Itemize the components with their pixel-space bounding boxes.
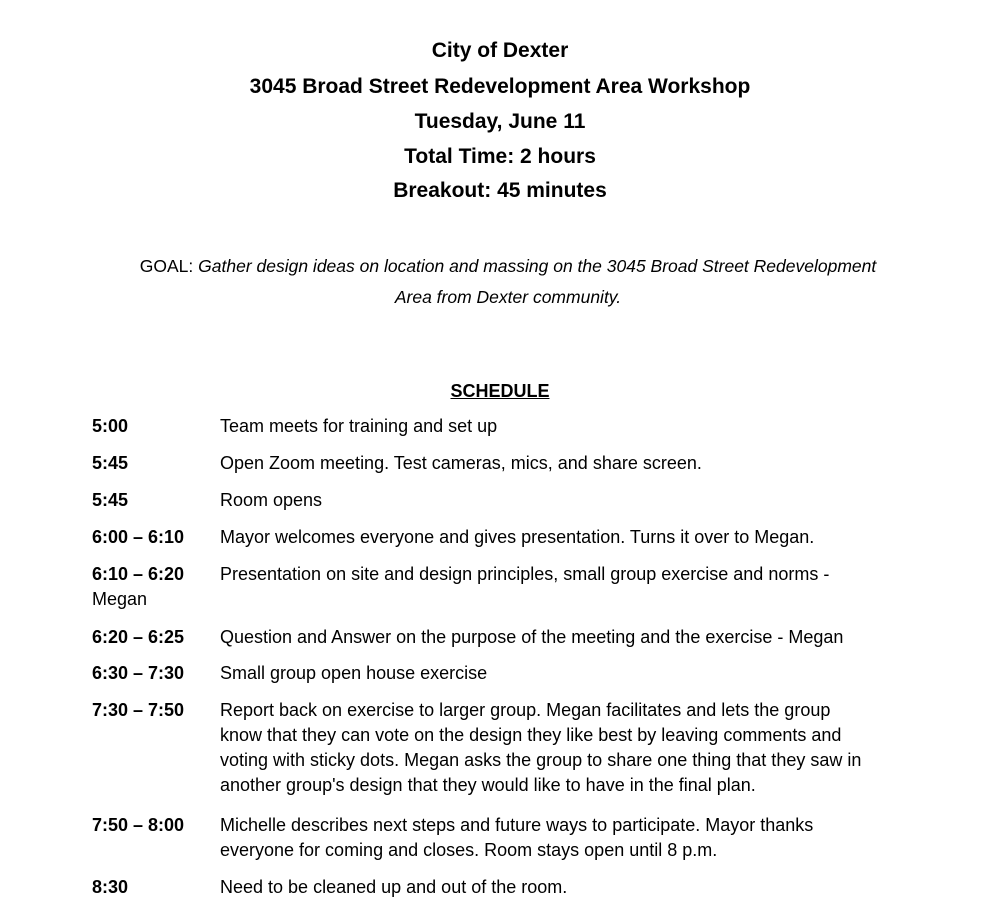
total-time-line: Total Time: 2 hours	[404, 145, 596, 168]
schedule-description	[220, 813, 940, 863]
schedule-desc-line: Presentation on site and design principles, small group exercise and norms -	[220, 564, 830, 584]
schedule-description	[220, 488, 940, 513]
schedule-desc-line: Mayor welcomes everyone and gives presentation. Turns it over to Megan.	[220, 527, 815, 547]
schedule-description	[220, 451, 940, 476]
schedule-time: 5:00	[92, 416, 129, 436]
schedule-desc-line: know that they can vote on the design they like best by leaving comments and	[220, 725, 842, 745]
schedule-heading: SCHEDULE	[450, 381, 550, 401]
schedule-time: 7:50 – 8:00	[92, 815, 185, 835]
schedule-desc-line: everyone for coming and closes. Room stays open until 8 p.m.	[220, 840, 718, 860]
schedule-description	[220, 661, 940, 686]
schedule-description	[220, 562, 940, 587]
workshop-title: 3045 Broad Street Redevelopment Area Workshop	[249, 75, 751, 98]
schedule-time: 7:30 – 7:50	[92, 700, 185, 720]
schedule-description	[220, 414, 940, 439]
schedule-time: 6:30 – 7:30	[92, 663, 185, 683]
date-line: Tuesday, June 11	[414, 110, 586, 133]
schedule-desc-line: Need to be cleaned up and out of the room.	[220, 877, 568, 897]
goal-statement	[85, 251, 931, 313]
schedule-desc-line: another group's design that they would like to have in the final plan.	[220, 775, 756, 795]
schedule-time: 6:00 – 6:10	[92, 527, 185, 547]
goal-text-line2: Area from Dexter community.	[394, 287, 622, 307]
schedule-desc-line: Room opens	[220, 490, 323, 510]
goal-text-line1: Gather design ideas on location and massing on the 3045 Broad Street Redevelopment	[198, 256, 877, 276]
schedule-desc-line: Open Zoom meeting. Test cameras, mics, and share screen.	[220, 453, 702, 473]
schedule-continuation: Megan	[92, 589, 148, 609]
schedule-description	[220, 698, 940, 798]
schedule-desc-line: Question and Answer on the purpose of the meeting and the exercise - Megan	[220, 627, 844, 647]
schedule-desc-line: Small group open house exercise	[220, 663, 488, 683]
city-title: City of Dexter	[431, 39, 569, 62]
schedule-time: 5:45	[92, 453, 129, 473]
schedule-time: 6:20 – 6:25	[92, 627, 185, 647]
goal-label: GOAL:	[139, 256, 194, 276]
schedule-desc-line: Team meets for training and set up	[220, 416, 498, 436]
schedule-time: 5:45	[92, 490, 129, 510]
schedule-description	[220, 525, 940, 550]
schedule-desc-line: voting with sticky dots. Megan asks the group to share one thing that they saw in	[220, 750, 862, 770]
schedule-description	[220, 625, 940, 650]
schedule-desc-line: Report back on exercise to larger group. Megan facilitates and lets the group	[220, 700, 831, 720]
schedule-time: 8:30	[92, 877, 129, 897]
schedule-desc-line: Michelle describes next steps and future ways to participate. Mayor thanks	[220, 815, 814, 835]
breakout-line: Breakout: 45 minutes	[393, 179, 607, 202]
schedule-time: 6:10 – 6:20	[92, 564, 185, 584]
schedule-description	[220, 875, 940, 900]
